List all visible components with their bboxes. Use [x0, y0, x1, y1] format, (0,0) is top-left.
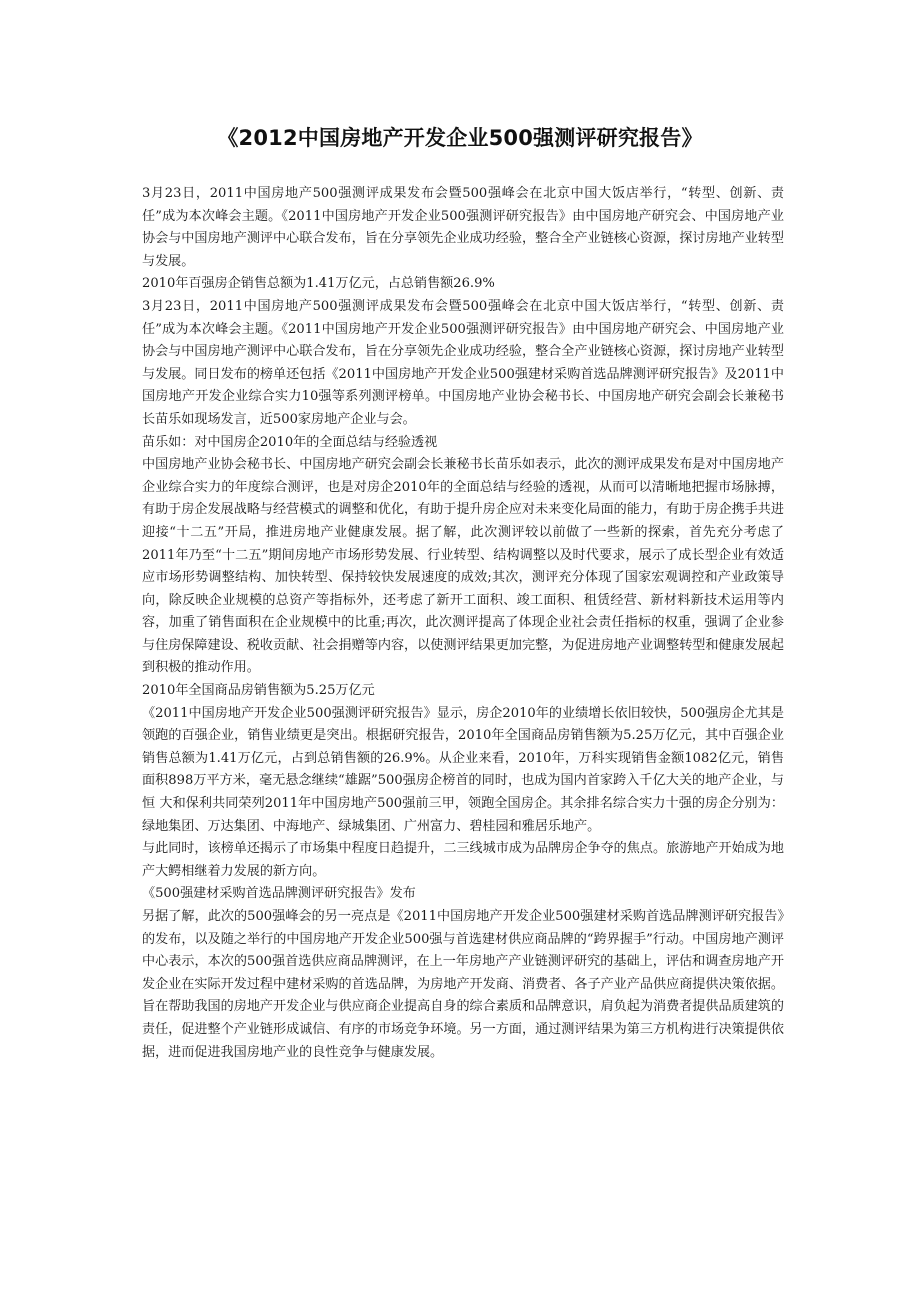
heading-building-materials-report: 《500强建材采购首选品牌测评研究报告》发布 [142, 886, 416, 902]
heading-national-sales: 2010年全国商品房销售额为5.25万亿元 [142, 683, 375, 699]
document-title: 《2012中国房地产开发企业500强测评研究报告》 [217, 126, 703, 150]
heading-miao-leru: 苗乐如：对中国房企2010年的全面总结与经验透视 [142, 434, 438, 450]
paragraph-evaluation-overview: 中国房地产业协会秘书长、中国房地产研究会副会长兼秘书长苗乐如表示，此次的测评成果发布是对中国房地产企业综合实力的年度综合测评，也是对房企2010年的全面总结与经验的透视，从而可以清晰地把握市场脉搏，有助于房企发展战略与经营模式的调整和优化，有助于提升房企应对未来变化局面的能力，有助于房企携手共进迎接“十二五”开局，推进房地产业健康发展。据了解，此次测评较以前做了一些新的探索，首先充分考虑了2011年乃至“十二五”期间房地产市场形势发展、行业转型、结构调整以及时代要求，展示了成长型企业有效适应市场形势调整结构、加快转型、保持较快发展速度的成效;其次，测评充分体现了国家宏观调控和产业政策导向，除反映企业规模的总资产等指标外，还考虑了新开工面积、竣工面积、租赁经营、新材料新技术运用等内容，加重了销售面积在企业规模中的比重;再次，此次测评提高了体现企业社会责任指标的权重，强调了企业参与住房保障建设、税收贡献、社会捐赠等内容，以使测评结果更加完整，为促进房地产业调整转型和健康发展起到积极的推动作用。 [142, 457, 784, 676]
document-body [142, 183, 784, 1064]
paragraph-market-concentration: 与此同时，该榜单还揭示了市场集中程度日趋提升，二三线城市成为品牌房企争夺的焦点。旅游地产开始成为地产大鳄相继着力发展的新方向。 [142, 841, 784, 879]
heading-top100-sales: 2010年百强房企销售总额为1.41万亿元，占总销售额26.9% [142, 276, 495, 292]
paragraph-sales-results: 《2011中国房地产开发企业500强测评研究报告》显示，房企2010年的业绩增长依旧较快，500强房企尤其是领跑的百强企业，销售业绩更是突出。根据研究报告，2010年全国商品房销售额为5.25万亿元，其中百强企业销售总额为1.41万亿元，占到总销售额的26.9%。从企业来看，2010年，万科实现销售金额1082亿元，销售面积898万平方米，毫无悬念继续“雄踞”500强房企榜首的同时，也成为国内首家跨入千亿大关的地产企业，与恒 大和保利共同荣列2011年中国房地产500强前三甲，领跑全国房企。其余排名综合实力十强的房企分别为：绿地集团、万达集团、中海地产、绿城集团、广州富力、碧桂园和雅居乐地产。 [142, 705, 784, 834]
paragraph-building-materials: 另据了解，此次的500强峰会的另一亮点是《2011中国房地产开发企业500强建材采购首选品牌测评研究报告》的发布，以及随之举行的中国房地产开发企业500强与首选建材供应商品牌的“跨界握手”行动。中国房地产测评中心表示，本次的500强首选供应商品牌测评，在上一年房地产产业链测评研究的基础上，评估和调查房地产开发企业在实际开发过程中建材采购的首选品牌，为房地产开发商、消费者、各子产业产品供应商提供决策依据。旨在帮助我国的房地产开发企业与供应商企业提高自身的综合素质和品牌意识，肩负起为消费者提供品质建筑的责任，促进整个产业链形成诚信、有序的市场竞争环境。另一方面，通过测评结果为第三方机构进行决策提供依据，进而促进我国房地产业的良性竞争与健康发展。 [142, 909, 784, 1060]
paragraph-summit-intro: 3月23日，2011中国房地产500强测评成果发布会暨500强峰会在北京中国大饭店举行，“转型、创新、责任”成为本次峰会主题。《2011中国房地产开发企业500强测评研究报告》由中国房地产研究会、中国房地产业协会与中国房地产测评中心联合发布，旨在分享领先企业成功经验，整合全产业链核心资源，探讨房地产业转型与发展。 [142, 186, 784, 269]
paragraph-summit-details: 3月23日，2011中国房地产500强测评成果发布会暨500强峰会在北京中国大饭店举行，“转型、创新、责任”成为本次峰会主题。《2011中国房地产开发企业500强测评研究报告》由中国房地产研究会、中国房地产业协会与中国房地产测评中心联合发布，旨在分享领先企业成功经验，整合全产业链核心资源，探讨房地产业转型与发展。同日发布的榜单还包括《2011中国房地产开发企业500强建材采购首选品牌测评研究报告》及2011中国房地产开发企业综合实力10强等系列测评榜单。中国房地产业协会秘书长、中国房地产研究会副会长兼秘书长苗乐如现场发言，近500家房地产企业与会。 [142, 298, 784, 427]
